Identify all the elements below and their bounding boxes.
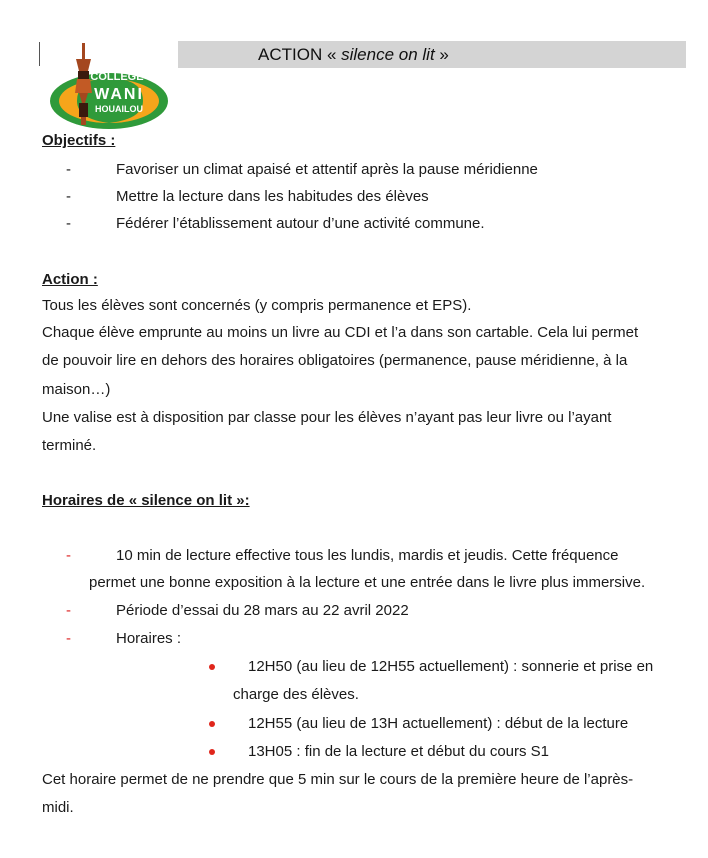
schedule-item-continuation: charge des élèves. [233,686,359,703]
list-dash: - [66,161,71,178]
action-line: Une valise est à disposition par classe pour les élèves n’ayant pas leur livre ou l’ayant [42,409,612,426]
bullet-icon [209,664,215,670]
schedule-item: 13H05 : fin de la lecture et début du cours S1 [248,743,550,760]
action-line: maison…) [42,381,111,398]
objectif-item: Favoriser un climat apaisé et attentif après la pause méridienne [116,161,538,178]
objectifs-heading: Objectifs : [42,132,116,149]
action-line: terminé. [42,437,97,454]
horaire-item: 10 min de lecture effective tous les lundis, mardis et jeudis. Cette fréquence [116,547,619,564]
schedule-item: 12H50 (au lieu de 12H55 actuellement) : sonnerie et prise en [248,658,654,675]
objectif-item: Fédérer l’établissement autour d’une activité commune. [116,215,485,232]
horaire-item-continuation: permet une bonne exposition à la lecture et une entrée dans le livre plus immersive. [89,574,646,591]
horaire-item: Période d’essai du 28 mars au 22 avril 2022 [116,602,409,619]
logo-line-3: HOUAILOU [95,104,143,114]
bullet-icon [209,749,215,755]
college-wani-logo [49,41,169,129]
logo-line-1: COLLEGE [90,71,144,83]
closing-line: midi. [42,799,74,816]
action-heading: Action : [42,271,98,288]
bullet-icon [209,721,215,727]
list-dash: - [66,602,71,619]
margin-rule [39,42,40,66]
list-dash: - [66,215,71,232]
horaire-item: Horaires : [116,630,182,647]
page-title: ACTION « silence on lit » [258,45,449,64]
schedule-item: 12H55 (au lieu de 13H actuellement) : début de la lecture [248,715,629,732]
objectif-item: Mettre la lecture dans les habitudes des élèves [116,188,429,205]
list-dash: - [66,630,71,647]
action-line: de pouvoir lire en dehors des horaires obligatoires (permanence, pause méridienne, à la [42,352,628,369]
list-dash: - [66,188,71,205]
horaires-heading: Horaires de « silence on lit »: [42,492,250,509]
logo-line-2: WANI [94,86,144,103]
list-dash: - [66,547,71,564]
action-line: Tous les élèves sont concernés (y compris permanence et EPS). [42,297,472,314]
action-line: Chaque élève emprunte au moins un livre au CDI et l’a dans son cartable. Cela lui permet [42,324,639,341]
closing-line: Cet horaire permet de ne prendre que 5 min sur le cours de la première heure de l’après- [42,771,634,788]
